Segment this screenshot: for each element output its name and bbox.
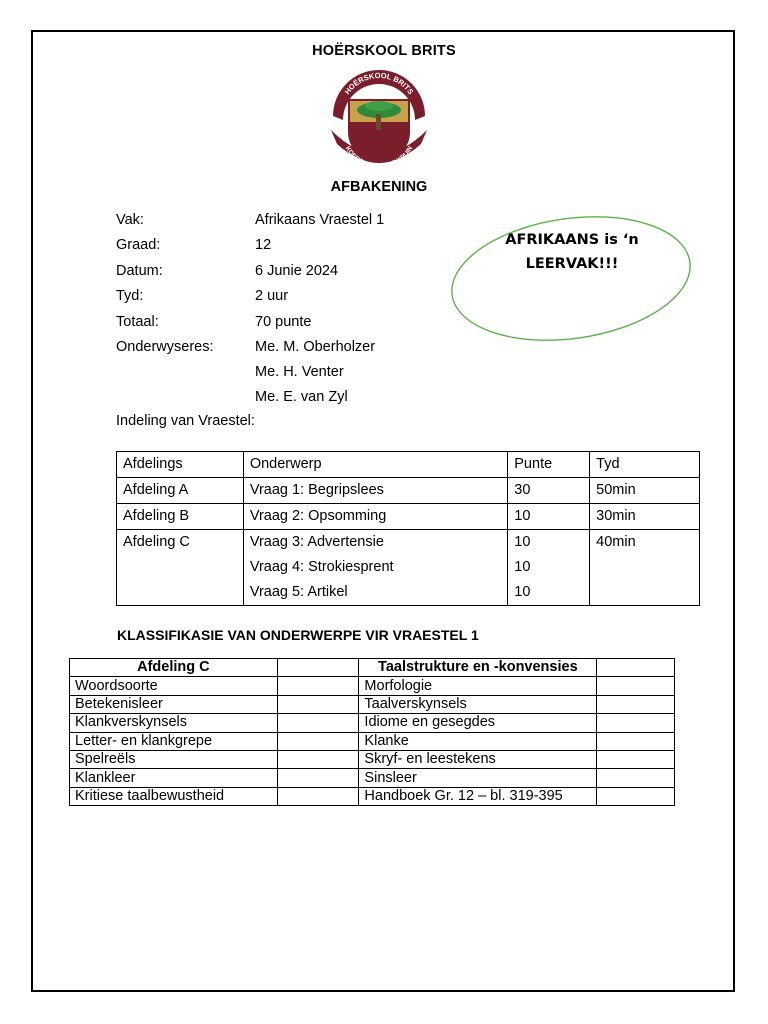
tyd-cell: 30min bbox=[590, 504, 700, 530]
table-row bbox=[70, 732, 675, 750]
indeling-label: Indeling van Vraestel: bbox=[116, 413, 255, 429]
onderwerp-cell bbox=[243, 504, 507, 530]
info-value: Me. E. van Zyl bbox=[255, 389, 348, 405]
sections-header-cell: Punte bbox=[508, 452, 590, 478]
classification-cell bbox=[277, 714, 359, 732]
punte-line: 10 bbox=[514, 508, 531, 524]
punte-line: 10 bbox=[514, 559, 531, 575]
info-value: 6 Junie 2024 bbox=[255, 263, 339, 279]
crest-motto: KOERSVAS NA DIE KRUIN bbox=[343, 145, 415, 170]
classification-cell: Sinsleer bbox=[359, 769, 597, 787]
sections-header-cell: Afdelings bbox=[117, 452, 244, 478]
classification-cell bbox=[597, 750, 675, 768]
classification-cell bbox=[597, 714, 675, 732]
classification-cell: Kritiese taalbewustheid bbox=[70, 787, 278, 805]
classification-cell bbox=[277, 695, 359, 713]
classification-cell: Skryf- en leestekens bbox=[359, 750, 597, 768]
note-line-2: LEERVAK!!! bbox=[525, 256, 619, 272]
classification-cell bbox=[277, 677, 359, 695]
info-value: Me. M. Oberholzer bbox=[255, 339, 376, 355]
info-value: Afrikaans Vraestel 1 bbox=[255, 212, 385, 228]
tyd-cell: 50min bbox=[590, 478, 700, 504]
table-row bbox=[70, 750, 675, 768]
table-row bbox=[117, 530, 700, 606]
info-label: Onderwyseres: bbox=[116, 339, 214, 355]
afdeling-cell: Afdeling B bbox=[117, 504, 244, 530]
document-title: AFBAKENING bbox=[330, 179, 428, 195]
punte-line: 10 bbox=[514, 584, 531, 600]
punte-cell bbox=[508, 504, 590, 530]
classification-cell: Klankleer bbox=[70, 769, 278, 787]
note-line-1: AFRIKAANS is ‘n bbox=[505, 232, 639, 248]
onderwerp-line: Vraag 5: Artikel bbox=[249, 584, 348, 600]
info-label: Vak: bbox=[116, 212, 144, 228]
classification-table bbox=[69, 658, 675, 806]
onderwerp-line: Vraag 4: Strokiesprent bbox=[249, 559, 394, 575]
onderwerp-line: Vraag 1: Begripslees bbox=[249, 482, 384, 498]
crest-top-text: HOËRSKOOL BRITS bbox=[342, 70, 416, 97]
table-row bbox=[70, 695, 675, 713]
punte-line: 10 bbox=[514, 534, 531, 550]
classification-header-cell bbox=[597, 659, 675, 677]
classification-cell bbox=[597, 787, 675, 805]
classification-header-cell: Taalstrukture en -konvensies bbox=[359, 659, 597, 677]
info-value: 70 punte bbox=[255, 314, 312, 330]
table-row bbox=[70, 677, 675, 695]
classification-cell: Klanke bbox=[359, 732, 597, 750]
table-row bbox=[117, 478, 700, 504]
classification-header-cell: Afdeling C bbox=[70, 659, 278, 677]
classification-cell bbox=[277, 769, 359, 787]
classification-cell: Spelreëls bbox=[70, 750, 278, 768]
classification-cell: Taalverskynsels bbox=[359, 695, 597, 713]
classification-cell: Woordsoorte bbox=[70, 677, 278, 695]
table-row bbox=[70, 787, 675, 805]
sections-header-cell: Tyd bbox=[590, 452, 700, 478]
classification-cell: Letter- en klankgrepe bbox=[70, 732, 278, 750]
classification-cell bbox=[597, 732, 675, 750]
onderwerp-cell bbox=[243, 478, 507, 504]
info-value: 2 uur bbox=[255, 288, 289, 304]
table-row bbox=[70, 769, 675, 787]
school-name: HOËRSKOOL BRITS bbox=[312, 43, 456, 59]
info-label: Graad: bbox=[116, 237, 161, 253]
classification-title: KLASSIFIKASIE VAN ONDERWERPE VIR VRAESTEL 1 bbox=[117, 627, 479, 643]
table-row bbox=[117, 504, 700, 530]
classification-cell bbox=[597, 677, 675, 695]
sections-header-cell: Onderwerp bbox=[243, 452, 507, 478]
onderwerp-line: Vraag 3: Advertensie bbox=[249, 534, 384, 550]
classification-cell: Morfologie bbox=[359, 677, 597, 695]
sections-header-row bbox=[117, 452, 700, 478]
info-value: 12 bbox=[255, 237, 272, 253]
classification-cell: Betekenisleer bbox=[70, 695, 278, 713]
afdeling-cell: Afdeling A bbox=[117, 478, 244, 504]
onderwerp-line: Vraag 2: Opsomming bbox=[249, 508, 387, 524]
classification-cell: Handboek Gr. 12 – bl. 319-395 bbox=[359, 787, 597, 805]
classification-cell: Klankverskynsels bbox=[70, 714, 278, 732]
classification-cell bbox=[597, 769, 675, 787]
classification-cell bbox=[277, 787, 359, 805]
classification-cell: Idiome en gesegdes bbox=[359, 714, 597, 732]
punte-line: 30 bbox=[514, 482, 531, 498]
afdeling-cell: Afdeling C bbox=[117, 530, 244, 606]
onderwerp-cell bbox=[243, 530, 507, 606]
info-value: Me. H. Venter bbox=[255, 364, 344, 380]
sections-table bbox=[116, 451, 700, 606]
classification-cell bbox=[597, 695, 675, 713]
info-label: Tyd: bbox=[116, 288, 144, 304]
info-label: Totaal: bbox=[116, 314, 159, 330]
school-crest-logo bbox=[327, 70, 431, 170]
punte-cell bbox=[508, 530, 590, 606]
note-text bbox=[470, 228, 674, 276]
classification-cell bbox=[277, 732, 359, 750]
tyd-cell: 40min bbox=[590, 530, 700, 606]
classification-header-row bbox=[70, 659, 675, 677]
classification-header-cell bbox=[277, 659, 359, 677]
table-row bbox=[70, 714, 675, 732]
punte-cell bbox=[508, 478, 590, 504]
info-label: Datum: bbox=[116, 263, 163, 279]
classification-cell bbox=[277, 750, 359, 768]
